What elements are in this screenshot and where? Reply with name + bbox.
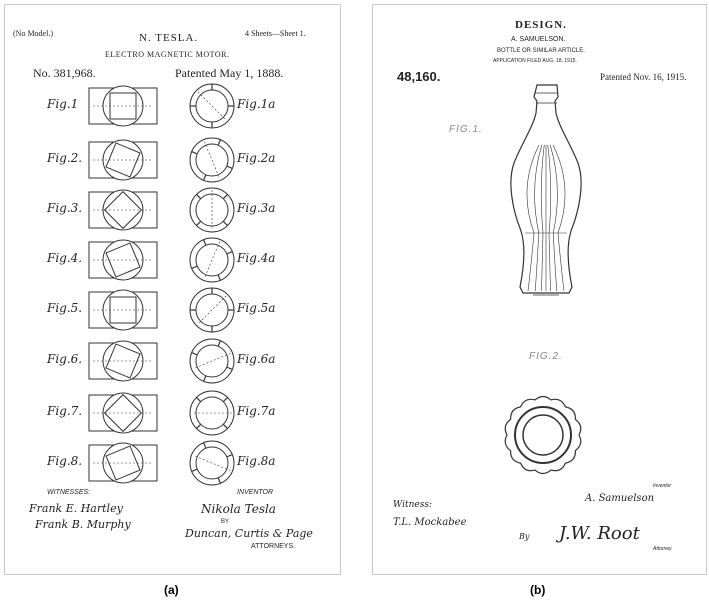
patent-date: Patented Nov. 16, 1915.: [600, 72, 687, 82]
caption-a: (a): [164, 583, 179, 597]
inventor-name: A. SAMUELSON.: [511, 36, 566, 43]
patent-number: 48,160.: [397, 69, 441, 84]
no-model-label: (No Model.): [13, 29, 53, 38]
polar-axis: [198, 296, 226, 324]
fig-label-left: Fig.8.: [47, 454, 83, 468]
fig-label-right: Fig.8a: [237, 454, 276, 468]
patent-number: No. 381,968.: [33, 66, 96, 80]
winding-divider: [192, 353, 198, 355]
witness-label: Witness:: [393, 500, 432, 510]
polar-axis: [194, 353, 231, 368]
polar-axis: [198, 92, 226, 120]
stator-ring-outer: [190, 339, 234, 383]
winding-divider: [218, 140, 220, 146]
stator-ring-outer: [190, 441, 234, 485]
inventor-label: INVENTOR: [237, 489, 274, 496]
figure-1-label: FIG.1.: [449, 124, 483, 135]
winding-divider: [196, 397, 200, 401]
winding-divider: [204, 175, 206, 181]
inventor-signature: A. Samuelson: [585, 493, 655, 504]
stator-ring-inner: [196, 447, 228, 479]
tesla-patent-sheet: [4, 4, 341, 575]
fig-label-right: Fig.1a: [237, 97, 276, 111]
design-title: DESIGN.: [515, 19, 567, 31]
winding-divider: [196, 424, 200, 428]
winding-divider: [223, 397, 227, 401]
patent-date: Patented May 1, 1888.: [175, 66, 284, 80]
inventor-signature: Nikola Tesla: [201, 502, 276, 516]
winding-divider: [223, 221, 227, 225]
winding-divider: [204, 240, 206, 246]
winding-divider: [192, 469, 198, 471]
winding-divider: [223, 424, 227, 428]
polar-axis: [204, 242, 219, 279]
bottle-base-inner: [523, 415, 563, 455]
witnesses-label: WITNESSES:: [47, 489, 91, 496]
caption-b: (b): [530, 583, 546, 597]
bottle-design-sheet: [372, 4, 707, 575]
winding-divider: [196, 194, 200, 198]
winding-divider: [227, 455, 233, 457]
application-filed: APPLICATION FILED AUG. 18, 1915.: [493, 58, 577, 64]
witness-signature: T.L. Mockabee: [393, 517, 467, 528]
attorney-label: Attorney: [653, 546, 672, 552]
figure-2-label: FIG.2.: [529, 351, 563, 362]
stator-ring-inner: [196, 345, 228, 377]
fig-label-right: Fig.2a: [237, 151, 276, 165]
polar-axis: [204, 142, 219, 179]
winding-divider: [227, 367, 233, 369]
winding-divider: [227, 252, 233, 254]
winding-divider: [218, 275, 220, 281]
fig-label-right: Fig.3a: [237, 201, 276, 215]
winding-divider: [196, 221, 200, 225]
polar-axis: [194, 455, 231, 470]
fig-label-left: Fig.4.: [47, 251, 83, 265]
inventor-label: Inventor: [653, 483, 672, 489]
winding-divider: [192, 152, 198, 154]
fig-label-right: Fig.6a: [237, 352, 276, 366]
winding-divider: [227, 166, 233, 168]
patent-title: ELECTRO MAGNETIC MOTOR.: [105, 50, 230, 59]
winding-divider: [223, 194, 227, 198]
winding-divider: [192, 266, 198, 268]
witness-signature-2: Frank B. Murphy: [35, 518, 131, 531]
by-label: By: [519, 532, 530, 541]
attorney-signature: J.W. Root: [559, 523, 640, 544]
winding-divider: [218, 478, 220, 484]
attorney-signature: Duncan, Curtis & Page: [185, 527, 313, 540]
fig-label-right: Fig.4a: [237, 251, 276, 265]
winding-divider: [218, 341, 220, 347]
fig-label-right: Fig.7a: [237, 404, 276, 418]
fig-label-left: Fig.3.: [47, 201, 83, 215]
fig-label-right: Fig.5a: [237, 301, 276, 315]
fig-label-left: Fig.1: [47, 97, 79, 111]
by-label: BY: [221, 519, 230, 525]
fig-label-left: Fig.6.: [47, 352, 83, 366]
article-title: BOTTLE OR SIMILAR ARTICLE.: [497, 48, 585, 54]
fig-label-left: Fig.5.: [47, 301, 83, 315]
winding-divider: [204, 376, 206, 382]
inventor-name: N. TESLA.: [139, 32, 199, 44]
witness-signature-1: Frank E. Hartley: [29, 502, 123, 515]
attorneys-label: ATTORNEYS.: [251, 543, 296, 550]
bottle-drawings: [373, 5, 707, 575]
fig-label-left: Fig.7.: [47, 404, 83, 418]
winding-divider: [204, 443, 206, 449]
fig-label-left: Fig.2.: [47, 151, 83, 165]
sheet-count: 4 Sheets—Sheet 1.: [245, 29, 306, 38]
